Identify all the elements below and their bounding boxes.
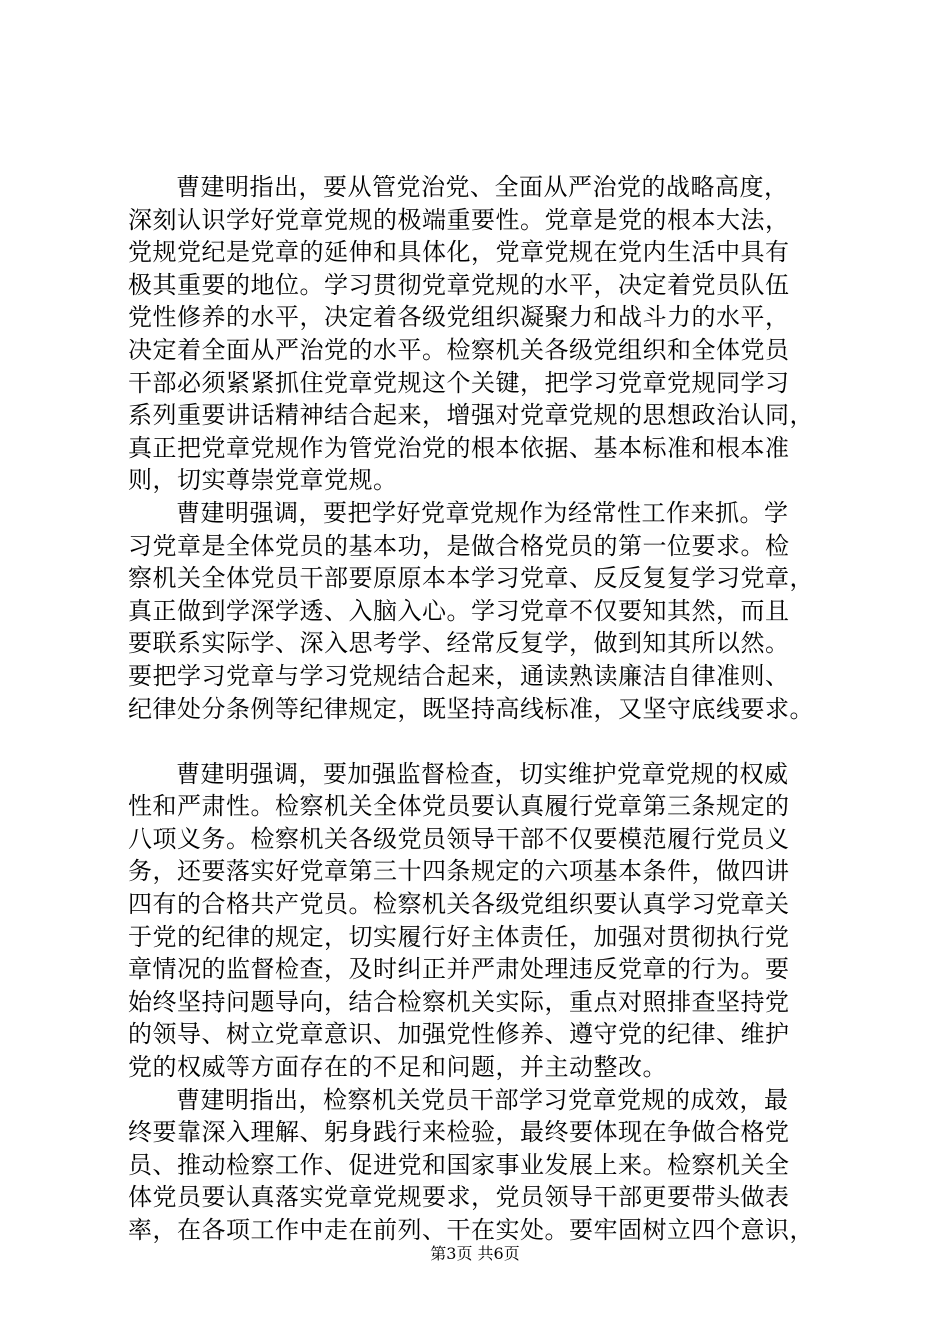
text-line: 则，切实尊崇党章党规。 [128,466,398,495]
text-line: 极其重要的地位。学习贯彻党章党规的水平，决定着党员队伍 [128,270,790,299]
text-line: 的领导、树立党章意识、加强党性修养、遵守党的纪律、维护 [128,1020,790,1049]
text-line: 干部必须紧紧抓住党章党规这个关键，把学习党章党规同学习 [128,368,790,397]
text-line: 系列重要讲话精神结合起来，增强对党章党规的思想政治认同， [128,401,814,430]
paragraph-gap [128,725,828,758]
text-line: 始终坚持问题导向，结合检察机关实际，重点对照排查坚持党 [128,987,790,1016]
text-line: 曹建明强调，要加强监督检查，切实维护党章党规的权威 [176,759,789,788]
text-line: 务，还要落实好党章第三十四条规定的六项基本条件，做四讲 [128,857,790,886]
text-line: 深刻认识学好党章党规的极端重要性。党章是党的根本大法， [128,205,790,234]
text-line: 四有的合格共产党员。检察机关各级党组织要认真学习党章关 [128,890,790,919]
text-line: 决定着全面从严治党的水平。检察机关各级党组织和全体党员 [128,335,790,364]
text-line: 真正把党章党规作为管党治党的根本依据、基本标准和根本准 [128,433,790,462]
text-line: 曹建明指出，要从管党治党、全面从严治党的战略高度， [176,173,789,201]
text-line: 曹建明指出，检察机关党员干部学习党章党规的成效，最 [176,1085,789,1114]
page-number-footer: 第3页 共6页 [430,1244,520,1263]
text-line: 员、推动检察工作、促进党和国家事业发展上来。检察机关全 [128,1150,790,1179]
text-line: 体党员要认真落实党章党规要求，党员领导干部更要带头做表 [128,1183,790,1212]
text-line: 习党章是全体党员的基本功，是做合格党员的第一位要求。检 [128,531,790,560]
document-body [128,171,828,1247]
text-line: 率，在各项工作中走在前列、干在实处。要牢固树立四个意识， [128,1216,814,1244]
text-line: 要联系实际学、深入思考学、经常反复学，做到知其所以然。 [128,629,790,658]
text-line: 于党的纪律的规定，切实履行好主体责任，加强对贯彻执行党 [128,922,790,951]
text-line: 曹建明强调，要把学好党章党规作为经常性工作来抓。学 [176,498,789,527]
text-line: 察机关全体党员干部要原原本本学习党章、反反复复学习党章， [128,564,814,593]
text-line: 党的权威等方面存在的不足和问题，并主动整改。 [128,1053,667,1082]
text-line: 纪律处分条例等纪律规定，既坚持高线标准，又坚守底线要求。 [128,694,814,723]
text-line: 真正做到学深学透、入脑入心。学习党章不仅要知其然，而且 [128,596,790,625]
text-line: 八项义务。检察机关各级党员领导干部不仅要模范履行党员义 [128,824,790,853]
text-line: 党性修养的水平，决定着各级党组织凝聚力和战斗力的水平， [128,303,790,332]
text-line: 要把学习党章与学习党规结合起来，通读熟读廉洁自律准则、 [128,661,790,690]
text-line: 章情况的监督检查，及时纠正并严肃处理违反党章的行为。要 [128,955,790,984]
text-line: 终要靠深入理解、躬身践行来检验，最终要体现在争做合格党 [128,1118,790,1147]
text-line: 性和严肃性。检察机关全体党员要认真履行党章第三条规定的 [128,792,790,821]
text-line: 党规党纪是党章的延伸和具体化，党章党规在党内生活中具有 [128,238,790,267]
